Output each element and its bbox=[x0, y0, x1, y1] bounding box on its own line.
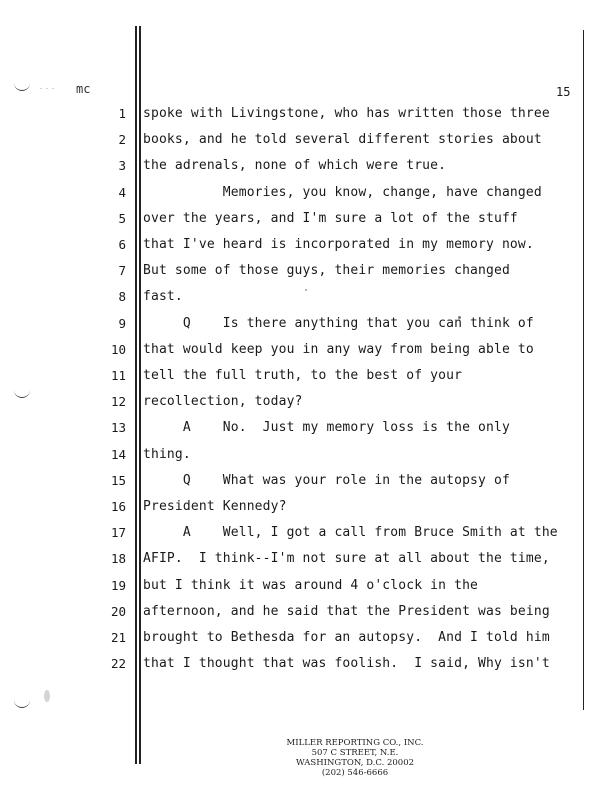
scan-speck bbox=[40, 88, 42, 89]
line-text: spoke with Livingstone, who has written those three bbox=[143, 106, 550, 121]
line-number: 20 bbox=[110, 603, 126, 619]
transcript-line bbox=[0, 368, 612, 394]
transcript-line bbox=[0, 525, 612, 551]
transcript-line bbox=[0, 630, 612, 656]
line-text: President Kennedy? bbox=[143, 499, 287, 514]
line-text: recollection, today? bbox=[143, 394, 303, 410]
footer-phone: (202) 546-6666 bbox=[321, 768, 389, 778]
line-text: that I've heard is incorporated in my memory now. bbox=[143, 237, 534, 252]
line-number: 18 bbox=[110, 551, 126, 567]
line-text: AFIP. I think--I'm not sure at all about the time, bbox=[143, 551, 550, 567]
transcript-line bbox=[0, 656, 612, 682]
line-text: Q Is there anything that you can think of bbox=[143, 315, 534, 331]
line-number: 4 bbox=[118, 184, 126, 200]
line-number: 7 bbox=[118, 263, 126, 279]
line-number: 3 bbox=[118, 158, 126, 174]
line-text: that would keep you in any way from being able to bbox=[143, 341, 534, 357]
scan-speck bbox=[44, 690, 50, 702]
punch-hole-mark bbox=[14, 697, 30, 708]
page-number: 15 bbox=[556, 85, 571, 99]
reporter-initials: mc bbox=[76, 82, 91, 96]
footer-street: 507 C STREET, N.E. bbox=[311, 748, 399, 758]
footer-city: WASHINGTON, D.C. 20002 bbox=[295, 758, 415, 768]
line-number: 15 bbox=[110, 472, 126, 488]
line-number: 19 bbox=[110, 577, 126, 593]
reporter-footer bbox=[250, 738, 460, 778]
line-number: 1 bbox=[118, 106, 126, 121]
line-text: books, and he told several different stories about bbox=[143, 132, 542, 148]
line-number: 11 bbox=[110, 368, 126, 383]
punch-hole-mark bbox=[14, 80, 30, 91]
line-number: 13 bbox=[110, 420, 126, 436]
scan-speck bbox=[52, 88, 54, 89]
transcript-line bbox=[0, 420, 612, 446]
footer-company: MILLER REPORTING CO., INC. bbox=[286, 738, 424, 748]
line-text: But some of those guys, their memories changed bbox=[143, 263, 510, 279]
transcript-line bbox=[0, 342, 612, 368]
transcript-line bbox=[0, 263, 612, 289]
line-text: fast. bbox=[143, 289, 183, 305]
transcript-line bbox=[0, 604, 612, 630]
transcript-line bbox=[0, 237, 612, 263]
line-number: 5 bbox=[118, 210, 126, 226]
transcript-line bbox=[0, 132, 612, 158]
line-number: 16 bbox=[110, 499, 126, 514]
line-text: Memories, you know, change, have changed bbox=[143, 184, 542, 200]
transcript-line bbox=[0, 316, 612, 342]
transcript-line bbox=[0, 473, 612, 499]
line-text: the adrenals, none of which were true. bbox=[143, 158, 447, 174]
line-number: 22 bbox=[110, 656, 126, 672]
line-number: 9 bbox=[118, 315, 126, 331]
transcript-line bbox=[0, 289, 612, 315]
transcript-line bbox=[0, 185, 612, 211]
line-number: 17 bbox=[110, 525, 126, 541]
line-text: brought to Bethesda for an autopsy. And I told him bbox=[143, 630, 550, 645]
line-number: 8 bbox=[118, 289, 126, 305]
line-number: 10 bbox=[110, 341, 126, 357]
transcript-line bbox=[0, 447, 612, 473]
line-text: A Well, I got a call from Bruce Smith at the bbox=[143, 525, 558, 541]
scan-speck bbox=[46, 88, 48, 89]
line-number: 21 bbox=[110, 630, 126, 645]
line-text: over the years, and I'm sure a lot of the stuff bbox=[143, 210, 518, 226]
line-text: A No. Just my memory loss is the only bbox=[143, 420, 510, 436]
transcript-line bbox=[0, 578, 612, 604]
transcript-line bbox=[0, 211, 612, 237]
line-text: Q What was your role in the autopsy of bbox=[143, 472, 510, 488]
transcript-line bbox=[0, 499, 612, 525]
line-number: 2 bbox=[118, 132, 126, 148]
transcript-line bbox=[0, 158, 612, 184]
line-text: afternoon, and he said that the President was being bbox=[143, 603, 550, 619]
line-number: 12 bbox=[110, 394, 126, 410]
transcript-line bbox=[0, 394, 612, 420]
line-text: thing. bbox=[143, 446, 191, 462]
line-number: 14 bbox=[110, 446, 126, 462]
line-number: 6 bbox=[118, 237, 126, 252]
line-text: that I thought that was foolish. I said, Why isn't bbox=[143, 656, 550, 672]
line-text: but I think it was around 4 o'clock in the bbox=[143, 577, 479, 593]
line-text: tell the full truth, to the best of your bbox=[143, 368, 463, 383]
transcript-line bbox=[0, 551, 612, 577]
transcript-line bbox=[0, 106, 612, 132]
